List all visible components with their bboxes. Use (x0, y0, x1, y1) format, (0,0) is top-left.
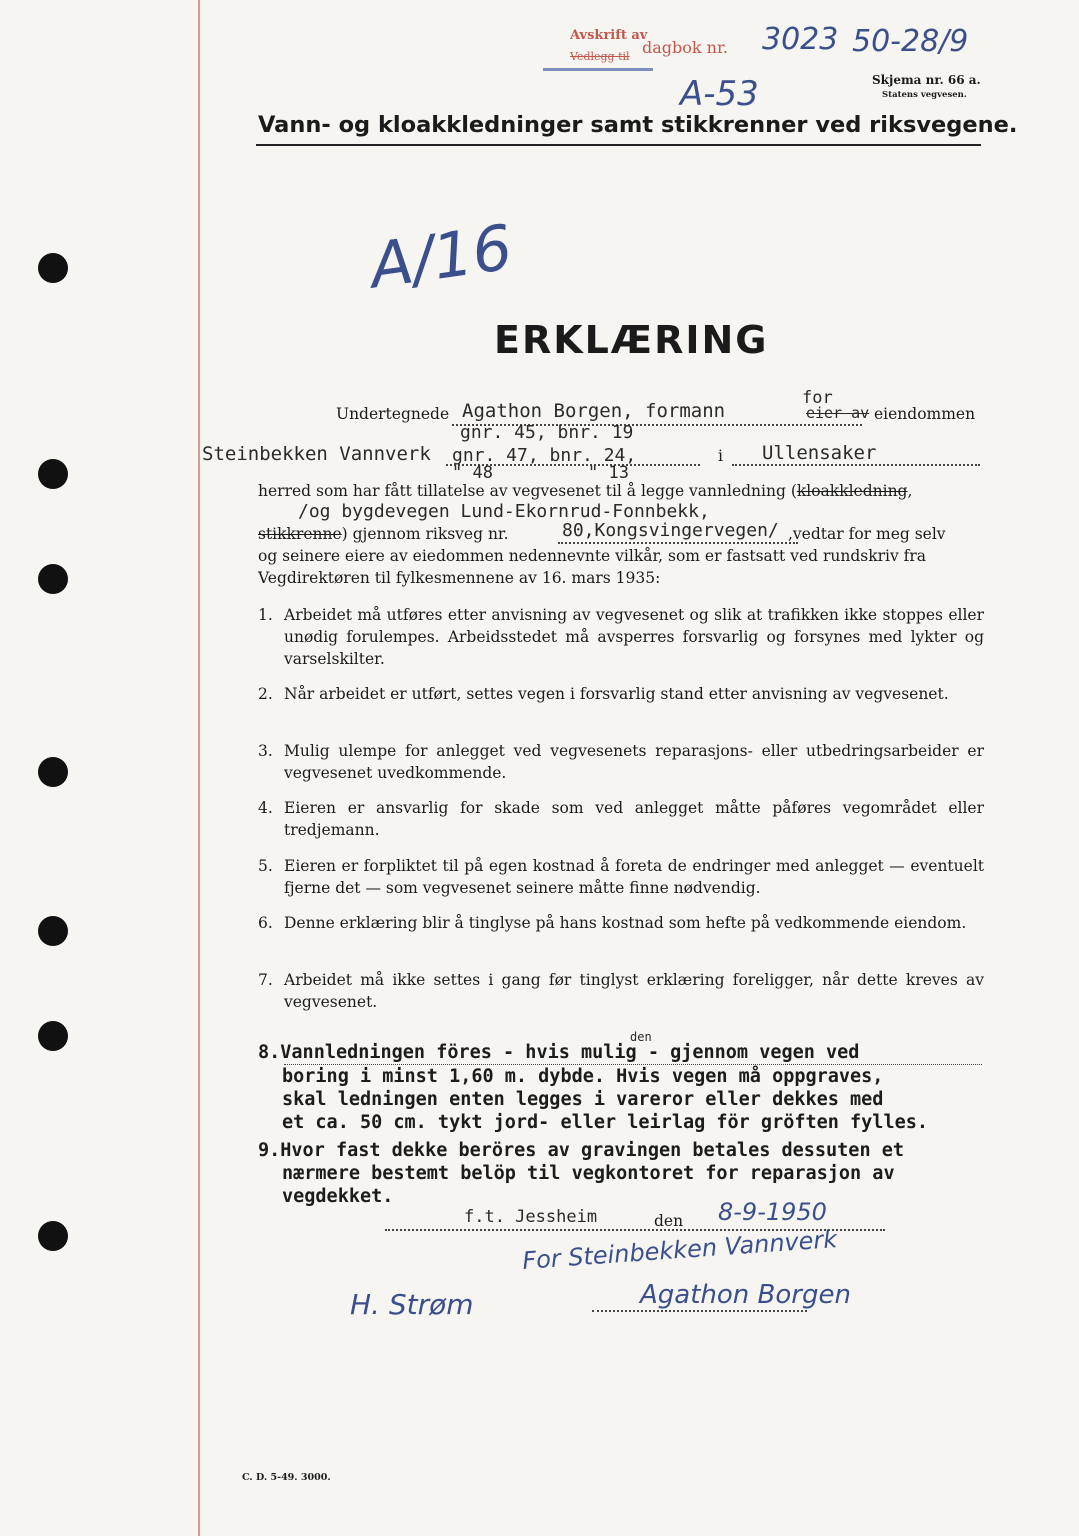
punch-hole (38, 1021, 68, 1051)
punch-hole (38, 1221, 68, 1251)
signature-for-org: For Steinbekken Vannverk (521, 1225, 839, 1275)
condition-number: 6. (258, 914, 273, 932)
herred-text: herred som har fått tillatelse av vegvesenet til å legge vannledning (kloakkledning, (258, 482, 913, 500)
condition-8-inserted: den (630, 1030, 652, 1044)
condition-item (258, 969, 983, 1013)
property-line-3-gnr: " 48 (452, 463, 493, 483)
condition-text: Arbeidet må ikke settes i gang før tinglyst erklæring foreligger, når dette kreves av vegvesenet. (284, 971, 984, 1011)
addition-line: /og bygdevegen Lund-Ekornrud-Fonnbekk, (298, 501, 710, 522)
vedtar-text: ,vedtar for meg selv (788, 525, 946, 543)
condition-8-rule (284, 1064, 982, 1065)
i-label: i (718, 447, 723, 465)
property-owner: Steinbekken Vannverk (202, 443, 431, 465)
condition-9-line-3: vegdekket. (282, 1186, 394, 1207)
form-issuer: Statens vegvesen. (882, 90, 967, 100)
condition-8-line-4: et ca. 50 cm. tykt jord- eller leirlag för gröften fylles. (282, 1112, 929, 1133)
condition-text: Eieren er forpliktet til på egen kostnad å foreta de endringer med anlegget — eventuelt fjerne det — som vegvesenet seinere måtte finne nødvendig. (284, 857, 984, 897)
municipality-field-line (732, 464, 980, 466)
condition-text: Eieren er ansvarlig for skade som ved anlegget måtte påføres vegområdet eller tredjemann. (284, 799, 984, 839)
punch-hole (38, 564, 68, 594)
stamp-strike-line (543, 68, 653, 71)
municipality: Ullensaker (762, 442, 877, 464)
heading-rule (256, 144, 981, 146)
condition-item (258, 604, 983, 670)
condition-item (258, 855, 983, 899)
den-label: den (654, 1212, 684, 1230)
condition-number: 3. (258, 742, 273, 760)
signer-field-line (592, 1310, 807, 1312)
signature-date: 8-9-1950 (718, 1198, 827, 1226)
condition-item (258, 740, 983, 784)
riksveg-field-line (558, 542, 798, 544)
property-line-3-bnr: " 13 (588, 463, 629, 483)
stamp-vedlegg: Vedlegg til (570, 50, 630, 63)
condition-number: 5. (258, 857, 273, 875)
eier-av-struck: eier av (806, 404, 870, 422)
condition-text: Arbeidet må utføres etter anvisning av vegvesenet og slik at trafikken ikke stoppes eller unødig forulempes. Arbeidsstedet må avsperres forsvarlig og forsynes med lykter og varselskilter. (284, 606, 984, 668)
punch-hole (38, 757, 68, 787)
condition-9-line-2: nærmere bestemt belöp til vegkontoret for reparasjon av (282, 1163, 895, 1184)
stamp-dagbok-number: 3023 (762, 22, 839, 57)
condition-text: Denne erklæring blir å tinglyse på hans kostnad som hefte på vedkommende eiendom. (284, 914, 967, 932)
handwritten-note: A/16 (365, 210, 517, 303)
margin-line (198, 0, 200, 1536)
stamp-dagbok: dagbok nr. (642, 38, 728, 57)
condition-text: Når arbeidet er utført, settes vegen i forsvarlig stand etter anvisning av vegvesenet. (284, 685, 949, 703)
gjennom-line: stikkrenne) gjennom riksveg nr. (258, 525, 509, 543)
form-number: Skjema nr. 66 a. (872, 73, 981, 87)
eiendommen-label: eiendommen (874, 405, 976, 423)
declaration-cont-1: og seinere eiere av eiedommen nedennevnte vilkår, som er fastsatt ved rundskriv fra (258, 547, 927, 565)
signature-witness: H. Strøm (350, 1288, 474, 1321)
undertegnede-label: Undertegnede (336, 405, 450, 423)
declaration-cont-2: Vegdirektøren til fylkesmennene av 16. mars 1935: (258, 569, 661, 587)
undertegnede-value: Agathon Borgen, formann (462, 400, 726, 422)
property-line-1: gnr. 45, bnr. 19 (460, 422, 634, 443)
punch-hole (38, 916, 68, 946)
stamp-avskrift: Avskrift av (570, 28, 648, 43)
condition-number: 7. (258, 971, 273, 989)
condition-item (258, 797, 983, 841)
stamp-reference: A-53 (680, 74, 759, 114)
signature-place: f.t. Jessheim (464, 1207, 598, 1227)
punch-hole (38, 253, 68, 283)
condition-number: 2. (258, 685, 273, 703)
punch-hole (38, 459, 68, 489)
signature-signer: Agathon Borgen (640, 1280, 851, 1310)
condition-number: 4. (258, 799, 273, 817)
condition-8-line-2: boring i minst 1,60 m. dybde. Hvis vegen må oppgraves, (282, 1066, 884, 1087)
condition-number: 1. (258, 606, 273, 624)
stamp-dagbok-suffix: 50-28/9 (852, 24, 969, 59)
condition-item (258, 912, 983, 956)
property-line-2: gnr. 47, bnr. 24, (452, 445, 637, 466)
condition-8-line-1: 8.Vannledningen föres - hvis mulig - gjennom vegen ved (258, 1042, 860, 1063)
condition-8-line-3: skal ledningen enten legges i vareror eller dekkes med (282, 1089, 884, 1110)
document-heading: Vann- og kloakkledninger samt stikkrenner ved riksvegene. (258, 112, 1018, 138)
condition-item (258, 683, 983, 727)
condition-9-line-1: 9.Hvor fast dekke beröres av gravingen betales dessuten et (258, 1140, 905, 1161)
print-code: C. D. 5-49. 3000. (242, 1472, 331, 1483)
for-inserted: for (802, 388, 833, 408)
condition-text: Mulig ulempe for anlegget ved vegvesenets reparasjons- eller utbedringsarbeider er vegvesenet uvedkommende. (284, 742, 984, 782)
document-title: ERKLÆRING (494, 318, 769, 362)
riksveg-value: 80,Kongsvingervegen/ (562, 520, 779, 541)
